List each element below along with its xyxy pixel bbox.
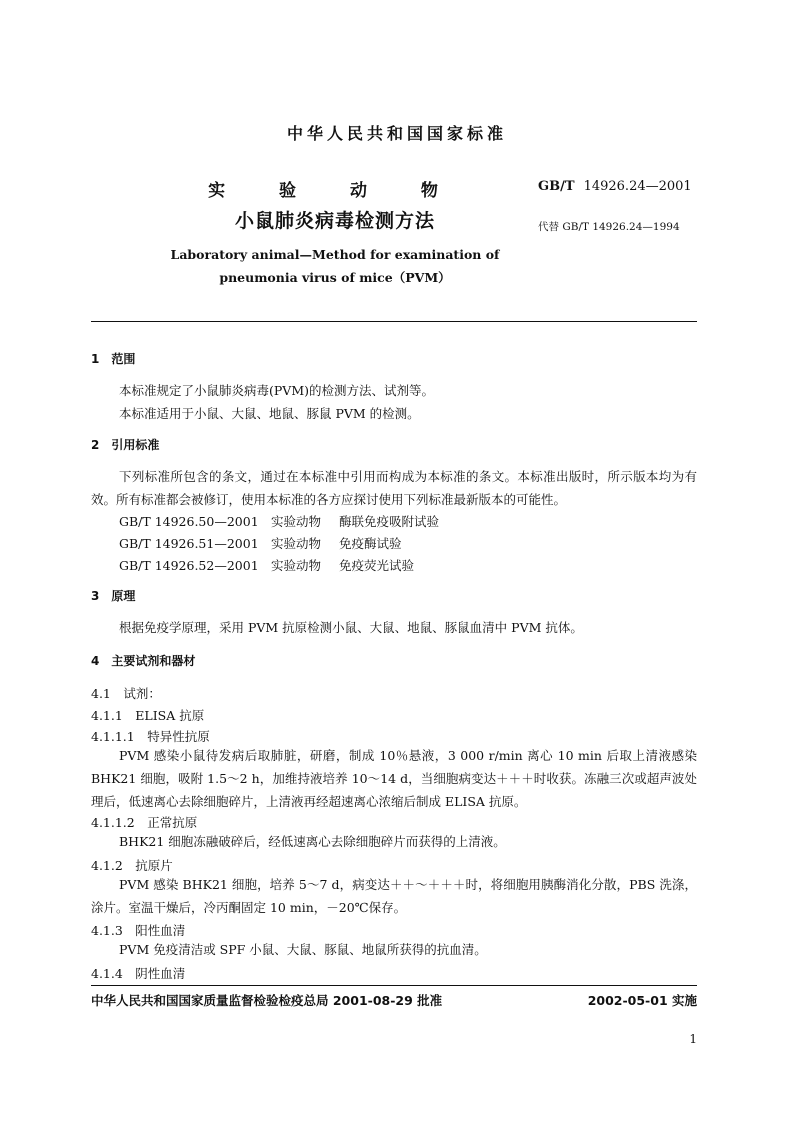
national-standard-heading: 中华人民共和国国家标准 [286, 124, 507, 143]
approval-statement: 中华人民共和国国家质量监督检验检疫总局 2001-08-29 批准 [91, 993, 443, 1008]
section-1-line-1: 本标准规定了小鼠肺炎病毒(PVM)的检测方法、试剂等。 [119, 383, 434, 398]
english-title-line-2: pneumonia virus of mice（PVM） [219, 270, 451, 285]
reference-title: 酶联免疫吸附试验 [339, 514, 440, 529]
section-1-heading: 1 范围 [91, 352, 136, 366]
clause-4-1: 4.1 试剂： [91, 686, 161, 701]
reference-item [119, 556, 414, 574]
reference-item [119, 534, 402, 552]
clause-4-1-1-2: 4.1.1.2 正常抗原 [91, 815, 198, 830]
document-title: 实 验 动 物 [208, 181, 462, 201]
reference-title: 免疫荧光试验 [339, 558, 415, 573]
header-divider [91, 321, 697, 322]
page-number: 1 [689, 1032, 697, 1046]
clause-4-1-1: 4.1.1 ELISA 抗原 [91, 708, 205, 723]
clause-4-1-1-1: 4.1.1.1 特异性抗原 [91, 729, 210, 744]
reference-item [119, 512, 439, 530]
reference-code: GB/T 14926.51—2001 [119, 536, 259, 551]
reference-category: 实验动物 [271, 536, 322, 551]
clause-4-1-2: 4.1.2 抗原片 [91, 858, 173, 873]
english-title-line-1: Laboratory animal—Method for examination of [170, 247, 500, 262]
clause-4-1-1-1-text: PVM 感染小鼠待发病后取肺脏，研磨，制成 10％悬液，3 000 r/min 离心 10 min 后取上清液感染 BHK21 细胞，吸附 1.5～2 h，加维持液培养 10～14 d，当细胞病变达＋＋＋时收获。冻融三次或超声波处理后，低速离心去除细胞碎片，上清液再经超速离心浓缩后制成 ELISA 抗原。 [91, 748, 697, 809]
section-4-heading: 4 主要试剂和器材 [91, 654, 196, 668]
reference-code: GB/T 14926.50—2001 [119, 514, 259, 529]
replaces-note: 代替 GB/T 14926.24—1994 [538, 221, 680, 233]
document-subtitle: 小鼠肺炎病毒检测方法 [234, 210, 435, 232]
standard-number-value: 14926.24—2001 [583, 179, 692, 194]
reference-category: 实验动物 [271, 558, 322, 573]
standard-number [538, 179, 692, 194]
effective-date: 2002-05-01 实施 [587, 993, 697, 1008]
standard-number-prefix: GB/T [538, 179, 575, 194]
reference-code: GB/T 14926.52—2001 [119, 558, 259, 573]
clause-4-1-1-2-text: BHK21 细胞冻融破碎后，经低速离心去除细胞碎片而获得的上清液。 [119, 834, 506, 849]
clause-4-1-2-text: PVM 感染 BHK21 细胞，培养 5～7 d，病变达＋＋～＋＋＋时，将细胞用胰酶消化分散，PBS 洗涤，涂片。室温干燥后，冷丙酮固定 10 min，－20℃保存。 [91, 877, 697, 915]
section-3-line: 根据免疫学原理，采用 PVM 抗原检测小鼠、大鼠、地鼠、豚鼠血清中 PVM 抗体。 [119, 620, 583, 635]
section-2-heading: 2 引用标准 [91, 438, 160, 452]
clause-4-1-4: 4.1.4 阴性血清 [91, 966, 186, 981]
clause-4-1-3: 4.1.3 阳性血清 [91, 923, 186, 938]
clause-4-1-3-text: PVM 免疫清洁或 SPF 小鼠、大鼠、豚鼠、地鼠所获得的抗血清。 [119, 942, 487, 957]
section-1-line-2: 本标准适用于小鼠、大鼠、地鼠、豚鼠 PVM 的检测。 [119, 406, 420, 421]
reference-title: 免疫酶试验 [339, 536, 402, 551]
section-3-heading: 3 原理 [91, 589, 136, 603]
section-2-paragraph: 下列标准所包含的条文，通过在本标准中引用而构成为本标准的条文。本标准出版时，所示版本均为有效。所有标准都会被修订，使用本标准的各方应探讨使用下列标准最新版本的可能性。 [91, 469, 697, 507]
reference-category: 实验动物 [271, 514, 322, 529]
footer-divider [91, 985, 697, 986]
